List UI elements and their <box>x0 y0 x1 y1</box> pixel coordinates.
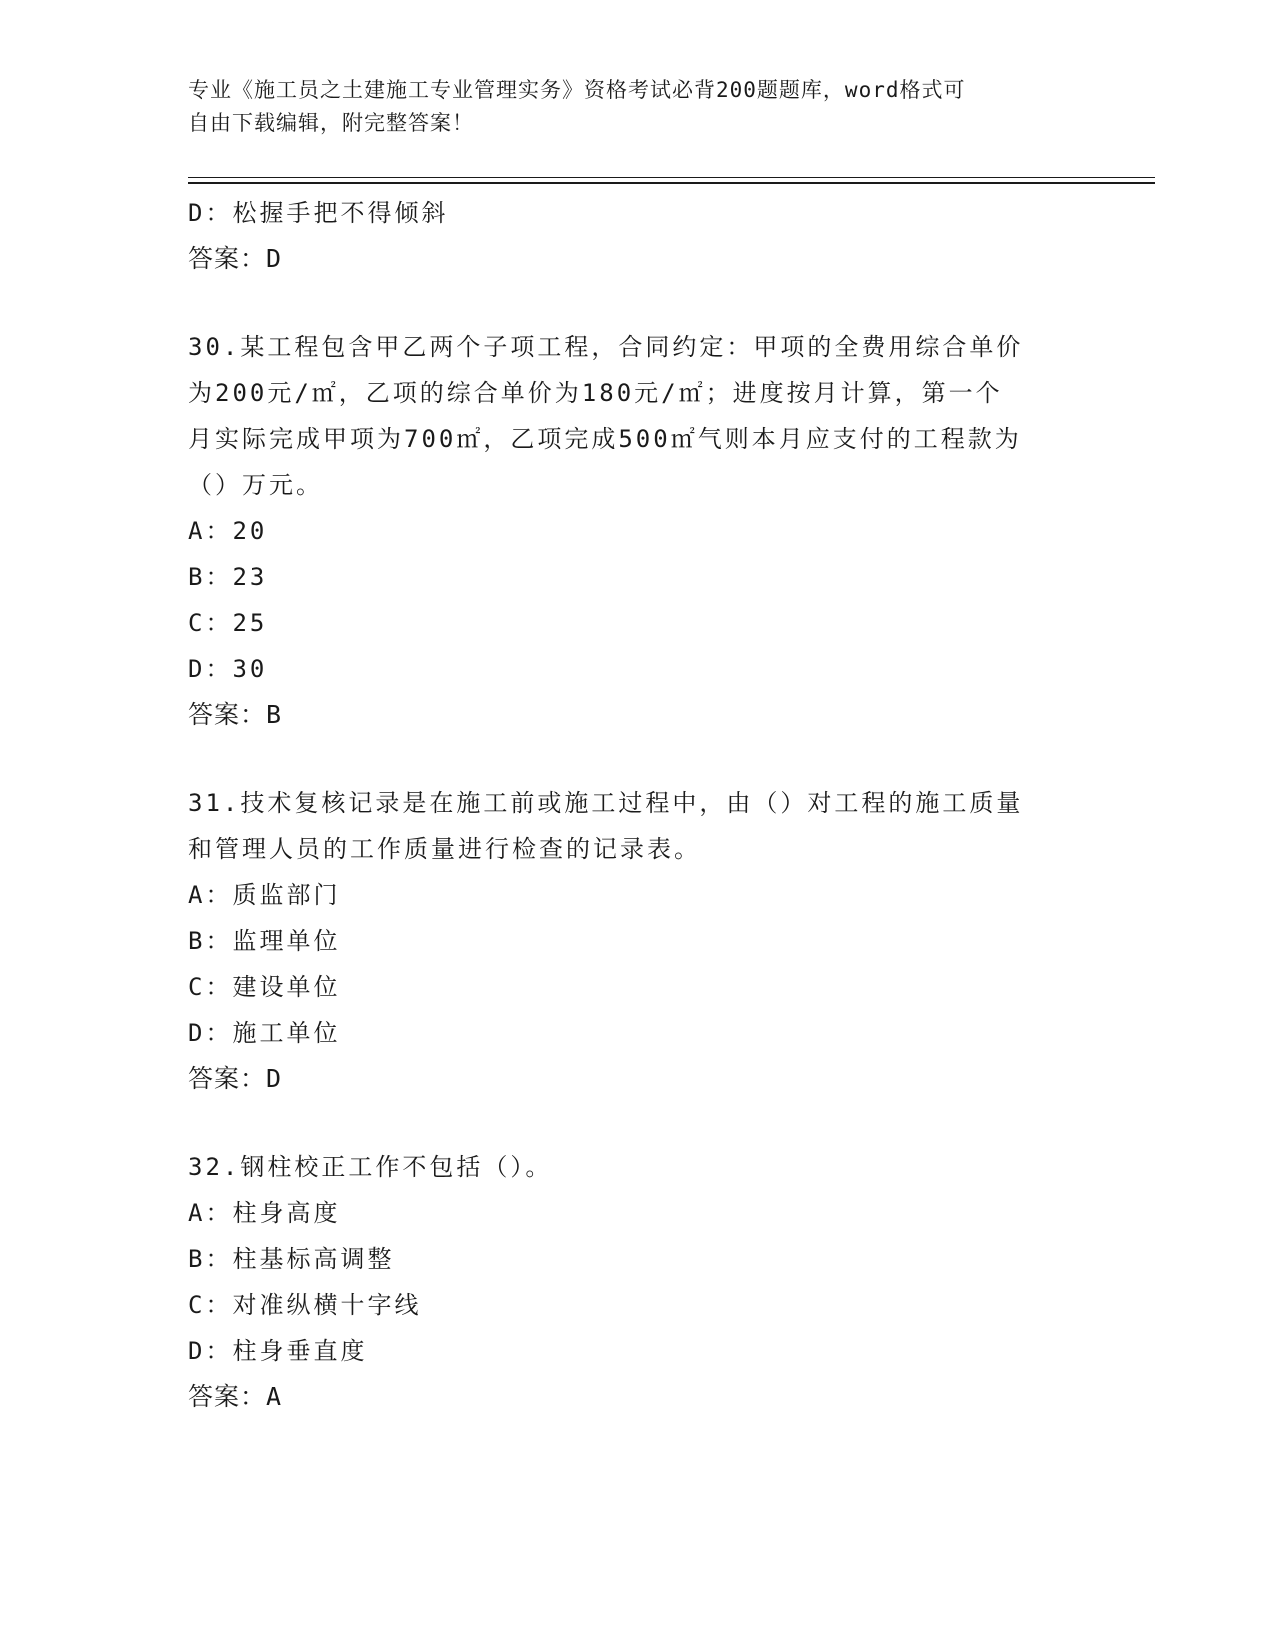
question-29-tail <box>188 190 1088 282</box>
question-30 <box>188 324 1088 738</box>
answer-line: 答案：B <box>188 700 283 729</box>
header-title-line-2: 自由下载编辑，附完整答案！ <box>188 111 474 135</box>
question-stem-line: 32.钢柱校正工作不包括（）。 <box>188 1153 553 1181</box>
answer-line: 答案：D <box>188 244 283 273</box>
option-a: A：质监部门 <box>188 881 341 909</box>
answer-line: 答案：A <box>188 1382 283 1411</box>
question-stem-line: 和管理人员的工作质量进行检查的记录表。 <box>188 835 701 863</box>
answer-line: 答案：D <box>188 1064 283 1093</box>
question-31 <box>188 780 1088 1102</box>
option-a: A：柱身高度 <box>188 1199 341 1227</box>
option-d: D：柱身垂直度 <box>188 1337 368 1365</box>
document-body <box>188 190 1088 1420</box>
option-d: D：30 <box>188 655 268 683</box>
option-c: C：对准纵横十字线 <box>188 1291 422 1319</box>
question-stem-line: 为200元/㎡，乙项的综合单价为180元/㎡；进度按月计算，第一个 <box>188 379 1003 407</box>
question-spacer <box>188 738 1088 780</box>
question-stem-line: 月实际完成甲项为700㎡，乙项完成500㎡气则本月应支付的工程款为 <box>188 425 1022 453</box>
question-stem-line: （）万元。 <box>188 471 323 499</box>
question-spacer <box>188 1102 1088 1144</box>
header-divider-thin <box>188 177 1155 178</box>
option-a: A：20 <box>188 517 268 545</box>
question-spacer <box>188 282 1088 324</box>
option-d: D：松握手把不得倾斜 <box>188 199 449 227</box>
option-b: B：柱基标高调整 <box>188 1245 395 1273</box>
option-c: C：建设单位 <box>188 973 341 1001</box>
question-stem-line: 31.技术复核记录是在施工前或施工过程中，由（）对工程的施工质量 <box>188 789 1024 817</box>
option-d: D：施工单位 <box>188 1019 341 1047</box>
option-c: C：25 <box>188 609 268 637</box>
option-b: B：监理单位 <box>188 927 341 955</box>
option-b: B：23 <box>188 563 268 591</box>
header-divider-thick <box>188 182 1155 184</box>
question-stem-line: 30.某工程包含甲乙两个子项工程，合同约定：甲项的全费用综合单价 <box>188 333 1024 361</box>
header-title-line-1: 专业《施工员之土建施工专业管理实务》资格考试必背200题题库，word格式可 <box>188 78 966 102</box>
document-header <box>188 74 1088 140</box>
question-32 <box>188 1144 1088 1420</box>
